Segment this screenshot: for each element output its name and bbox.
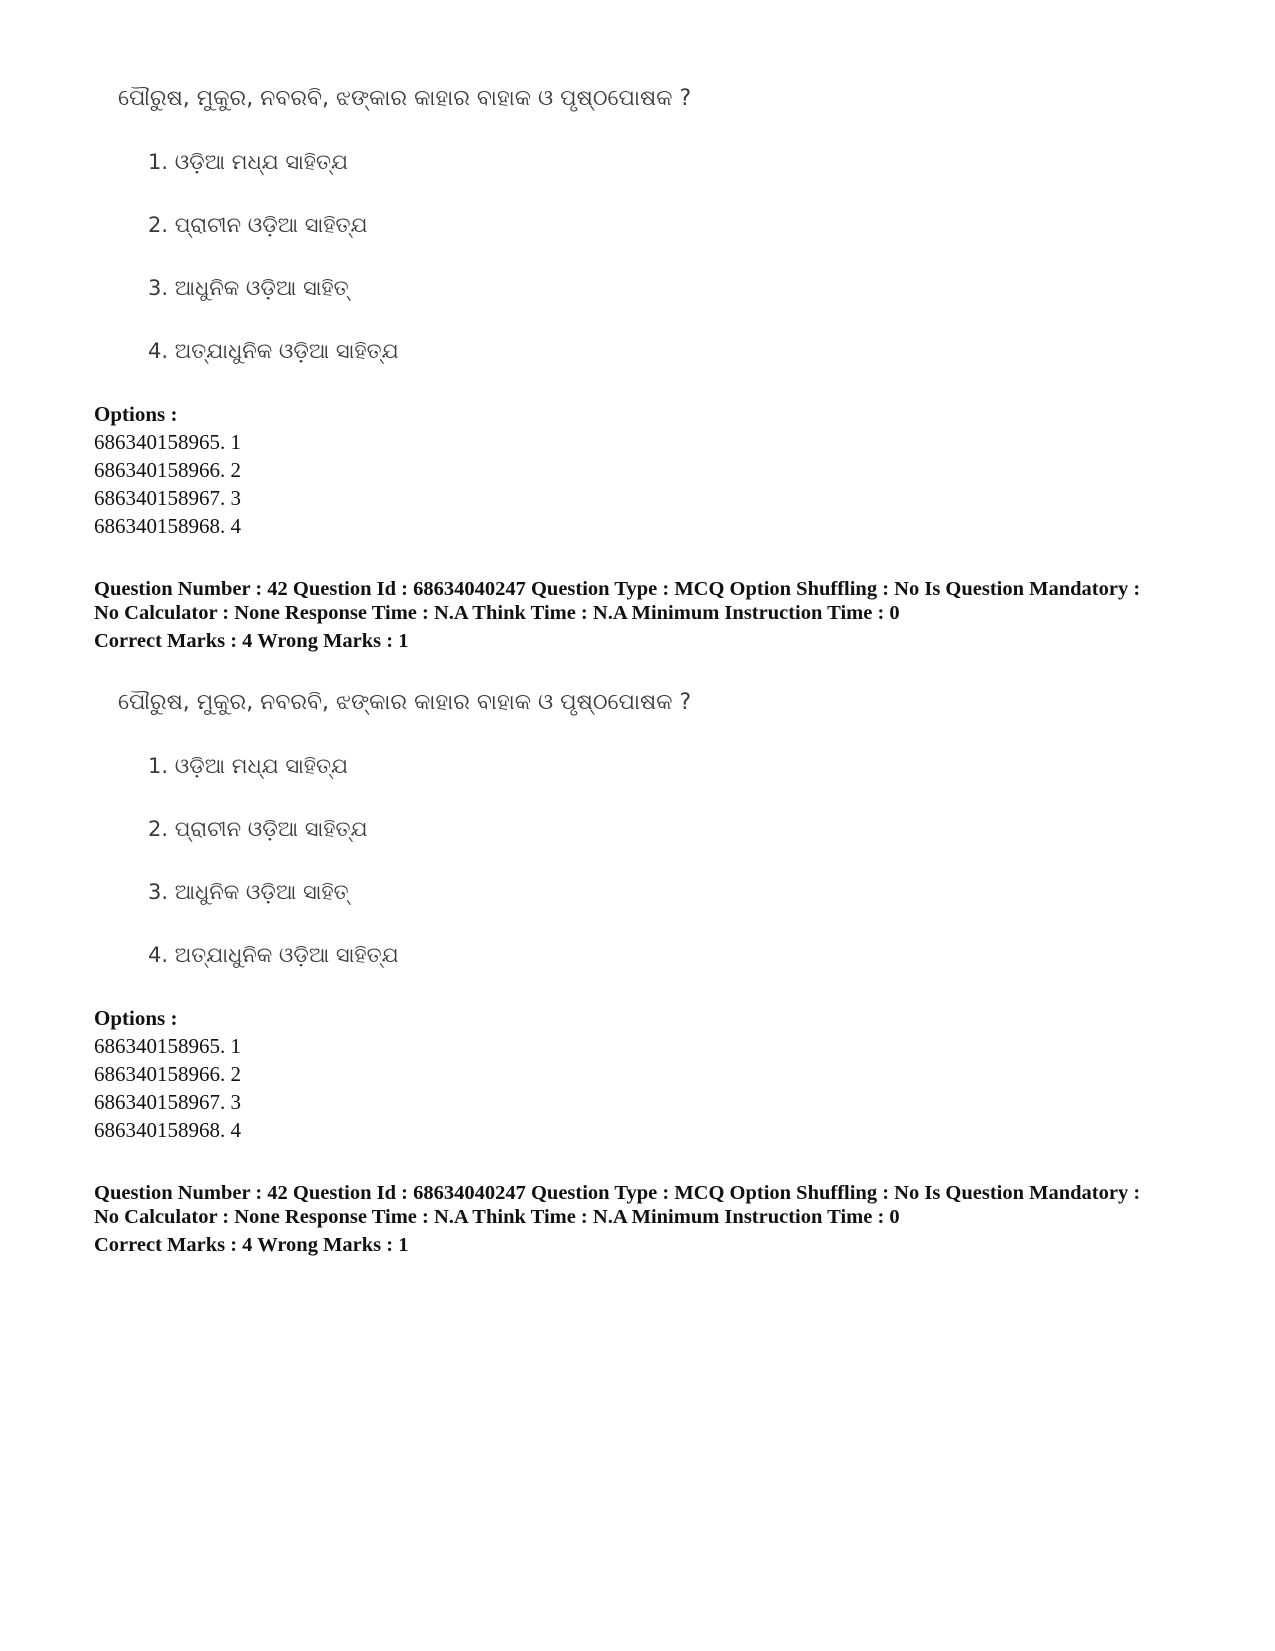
question-meta-line: Question Number : 42 Question Id : 68634040247 Question Type : MCQ Option Shuffling : No Is Question Mandatory :	[94, 578, 1141, 600]
choice-item: 2. ପ୍ରାଚୀନ ଓଡ଼ିଆ ସାହିତ୍ଯ	[148, 817, 368, 841]
options-label: Options :	[94, 402, 178, 426]
option-line: 686340158966. 2	[94, 458, 241, 482]
marks-line: Correct Marks : 4 Wrong Marks : 1	[94, 1234, 409, 1256]
option-line: 686340158965. 1	[94, 430, 241, 454]
option-line: 686340158968. 4	[94, 514, 241, 538]
option-line: 686340158965. 1	[94, 1034, 241, 1058]
question-meta-line: No Calculator : None Response Time : N.A Think Time : N.A Minimum Instruction Time : 0	[94, 602, 900, 624]
choice-item: 4. ଅତ୍ଯାଧୁନିକ ଓଡ଼ିଆ ସାହିତ୍ଯ	[148, 943, 399, 967]
question-text: ପୌରୁଷ, ମୁକୁର, ନବରବି, ଝଙ୍କାର କାହାର ବାହାକ ଓ ପୃଷ୍ଠପୋଷକ ?	[118, 86, 692, 111]
option-line: 686340158967. 3	[94, 1090, 241, 1114]
choice-item: 3. ଆଧୁନିକ ଓଡ଼ିଆ ସାହିତ୍	[148, 276, 349, 300]
option-line: 686340158968. 4	[94, 1118, 241, 1142]
question-meta-line: No Calculator : None Response Time : N.A Think Time : N.A Minimum Instruction Time : 0	[94, 1206, 900, 1228]
options-label: Options :	[94, 1006, 178, 1030]
question-meta-line: Question Number : 42 Question Id : 68634040247 Question Type : MCQ Option Shuffling : No Is Question Mandatory :	[94, 1182, 1141, 1204]
option-line: 686340158966. 2	[94, 1062, 241, 1086]
question-text: ପୌରୁଷ, ମୁକୁର, ନବରବି, ଝଙ୍କାର କାହାର ବାହାକ ଓ ପୃଷ୍ଠପୋଷକ ?	[118, 690, 692, 715]
choice-item: 3. ଆଧୁନିକ ଓଡ଼ିଆ ସାହିତ୍	[148, 880, 349, 904]
choice-item: 2. ପ୍ରାଚୀନ ଓଡ଼ିଆ ସାହିତ୍ଯ	[148, 213, 368, 237]
marks-line: Correct Marks : 4 Wrong Marks : 1	[94, 630, 409, 652]
choice-item: 4. ଅତ୍ଯାଧୁନିକ ଓଡ଼ିଆ ସାହିତ୍ଯ	[148, 339, 399, 363]
choice-item: 1. ଓଡ଼ିଆ ମଧ୍ଯ ସାହିତ୍ଯ	[148, 754, 348, 778]
choice-item: 1. ଓଡ଼ିଆ ମଧ୍ଯ ସାହିତ୍ଯ	[148, 150, 348, 174]
option-line: 686340158967. 3	[94, 486, 241, 510]
